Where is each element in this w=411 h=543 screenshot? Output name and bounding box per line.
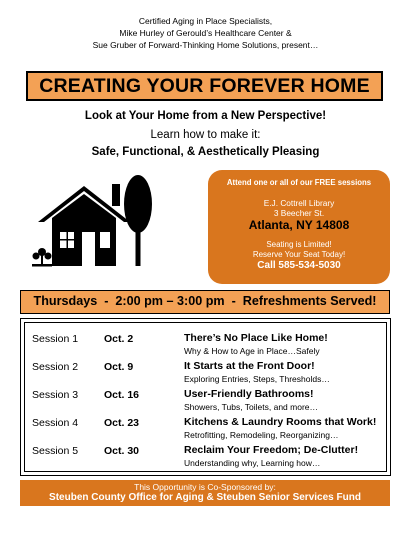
session-detail: Exploring Entries, Steps, Thresholds… [184,374,330,384]
session-number: Session 3 [32,389,79,401]
session-topic: There’s No Place Like Home! [184,332,328,344]
venue-name: E.J. Cottrell Library [263,198,335,208]
session-topic: It Starts at the Front Door! [184,360,315,372]
venue-street: 3 Beecher St. [273,208,325,218]
venue-city: Atlanta, NY 14808 [248,218,350,232]
session-number: Session 4 [32,417,79,429]
session-schedule [20,318,391,476]
session-row [25,355,386,383]
session-date: Oct. 2 [104,333,134,345]
presenters-intro [0,15,411,51]
session-topic: Kitchens & Laundry Rooms that Work! [184,416,377,428]
intro-line-3: Sue Gruber of Forward-Thinking Home Solutions, present… [92,40,319,50]
reserve-seat: Reserve Your Seat Today! [252,250,346,259]
event-info-box [208,170,390,284]
session-date: Oct. 16 [104,389,140,401]
session-number: Session 1 [32,333,79,345]
page-title: CREATING YOUR FOREVER HOME [26,71,383,101]
session-row [25,383,386,411]
learn-heading: Learn how to make it: [150,129,261,141]
session-row [25,411,386,439]
intro-line-2: Mike Hurley of Gerould’s Healthcare Center & [119,28,292,38]
cosponsor-names: Steuben County Office for Aging & Steuben Senior Services Fund [49,492,361,503]
tree-icon [124,175,152,266]
intro-line-1: Certified Aging in Place Specialists, [138,16,273,26]
session-number: Session 5 [32,445,79,457]
session-detail: Retrofitting, Remodeling, Reorganizing… [184,430,339,440]
session-row [25,327,386,355]
session-date: Oct. 9 [104,361,134,373]
flower-icon [32,248,52,267]
seating-limited: Seating is Limited! [266,240,332,249]
session-date: Oct. 30 [104,445,140,457]
session-list [24,322,387,472]
session-number: Session 2 [32,361,79,373]
attend-text: Attend one or all of our FREE sessions [226,178,372,187]
session-detail: Why & How to Age in Place…Safely [184,346,320,356]
schedule-banner: Thursdays - 2:00 pm – 3:00 pm - Refreshments Served! [20,290,390,314]
cosponsor-banner [20,480,390,506]
session-date: Oct. 23 [104,417,140,429]
session-topic: User-Friendly Bathrooms! [184,388,314,400]
session-row [25,439,386,467]
qualities-heading: Safe, Functional, & Aesthetically Pleasing [91,146,320,158]
cosponsor-intro: This Opportunity is Co-Sponsored by: [134,482,276,492]
session-topic: Reclaim Your Freedom; De-Clutter! [184,444,359,456]
session-detail: Showers, Tubs, Toilets, and more… [184,402,319,412]
house-illustration [30,170,160,270]
session-detail: Understanding why, Learning how… [184,458,321,468]
house-icon [38,184,130,266]
call-number: Call 585-534-5030 [257,260,341,271]
perspective-heading: Look at Your Home from a New Perspective! [84,110,327,122]
